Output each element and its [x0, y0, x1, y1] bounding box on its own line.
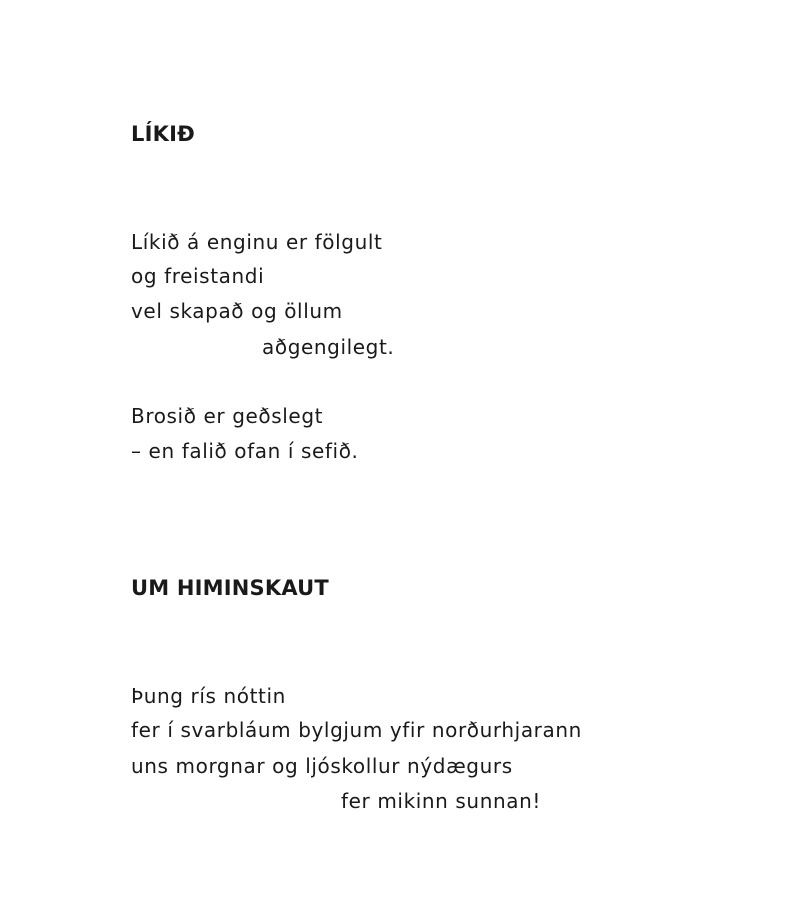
poem-line: uns morgnar og ljóskollur nýdægurs	[131, 754, 513, 778]
poem-line: vel skapað og öllum	[131, 299, 343, 323]
poem-line: Brosið er geðslegt	[131, 404, 324, 428]
poem-line: – en falið ofan í sefið.	[131, 439, 359, 463]
poem-line-indented: aðgengilegt.	[262, 335, 395, 359]
poem-line: fer í svarbláum bylgjum yfir norðurhjarann	[131, 718, 582, 742]
poem-line: og freistandi	[131, 264, 265, 288]
poem-line-indented: fer mikinn sunnan!	[341, 789, 542, 813]
poem-line: Þung rís nóttin	[131, 684, 286, 708]
poem-title: UM HIMINSKAUT	[131, 576, 329, 600]
poem-line: Líkið á enginu er fölgult	[131, 230, 383, 254]
poem-title: LÍKIÐ	[131, 122, 195, 146]
